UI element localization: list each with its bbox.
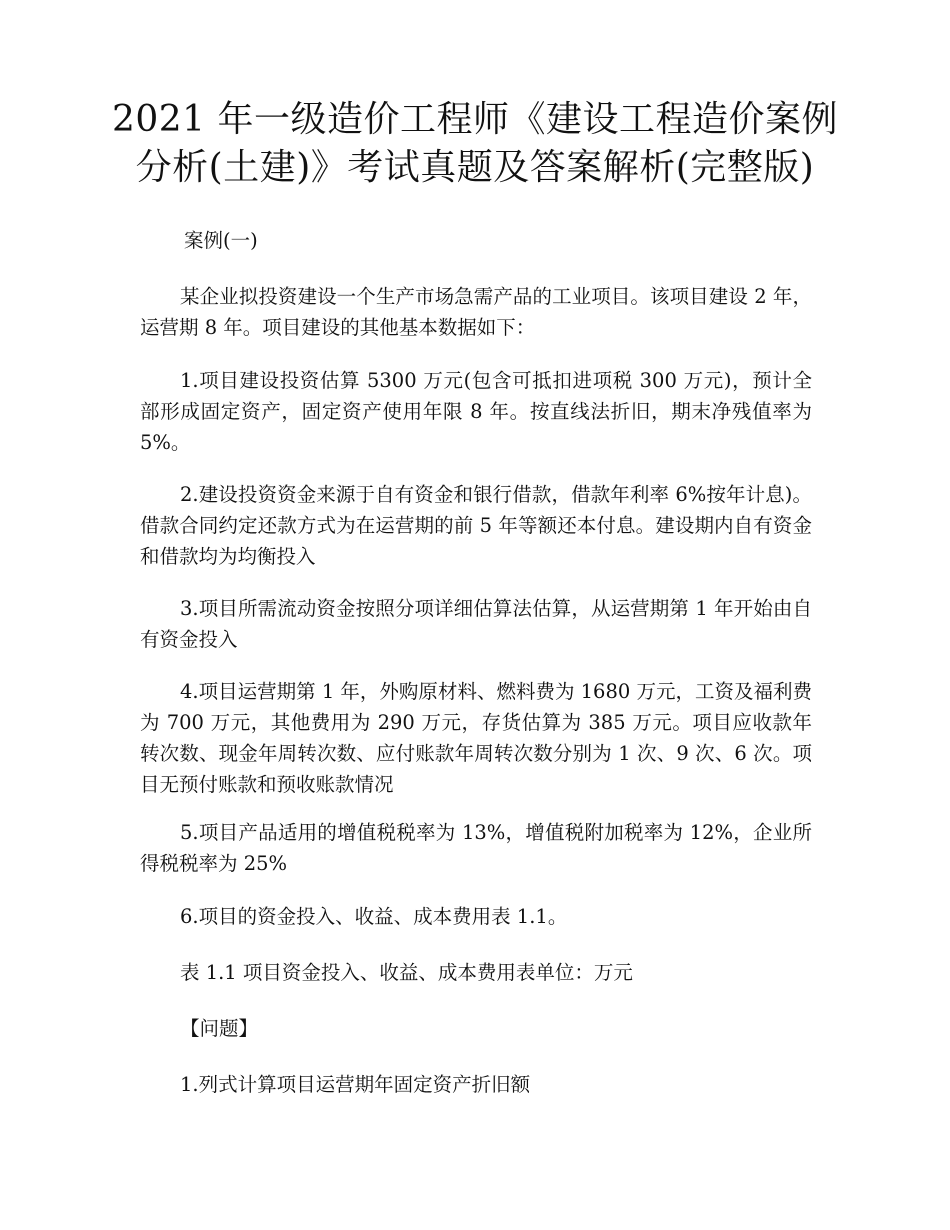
intro-paragraph: 某企业拟投资建设一个生产市场急需产品的工业项目。该项目建设 2 年，运营期 8 年。项目建设的其他基本数据如下：	[140, 285, 812, 339]
item-1-paragraph: 1.项目建设投资估算 5300 万元(包含可抵扣进项税 300 万元)，预计全部形成固定资产，固定资产使用年限 8 年。按直线法折旧，期末净残值率为 5%。	[140, 369, 812, 454]
question-1: 1.列式计算项目运营期年固定资产折旧额	[180, 1073, 531, 1096]
item-6-paragraph: 6.项目的资金投入、收益、成本费用表 1.1。	[180, 905, 568, 928]
case-heading: 案例(一)	[184, 229, 258, 252]
question-heading: 【问题】	[180, 1017, 259, 1040]
item-5-paragraph: 5.项目产品适用的增值税税率为 13%，增值税附加税率为 12%，企业所得税税率为 25%	[140, 821, 812, 875]
item-2-paragraph: 2.建设投资资金来源于自有资金和银行借款，借款年利率 6%按年计息)。借款合同约定还款方式为在运营期的前 5 年等额还本付息。建设期内自有资金和借款均为均衡投入	[140, 483, 812, 568]
document-title-line-1: 2021 年一级造价工程师《建设工程造价案例	[111, 99, 839, 140]
table-caption: 表 1.1 项目资金投入、收益、成本费用表单位：万元	[180, 961, 633, 984]
document-title-line-2: 分析(土建)》考试真题及答案解析(完整版)	[135, 147, 815, 188]
item-3-paragraph: 3.项目所需流动资金按照分项详细估算法估算，从运营期第 1 年开始由自有资金投入	[140, 597, 812, 651]
item-4-paragraph: 4.项目运营期第 1 年，外购原材料、燃料费为 1680 万元，工资及福利费为 700 万元，其他费用为 290 万元，存货估算为 385 万元。项目应收款年转次数、现金年周转次数、应付账款年周转次数分别为 1 次、9 次、6 次。项目无预付账款和预收账款情况	[140, 680, 812, 796]
